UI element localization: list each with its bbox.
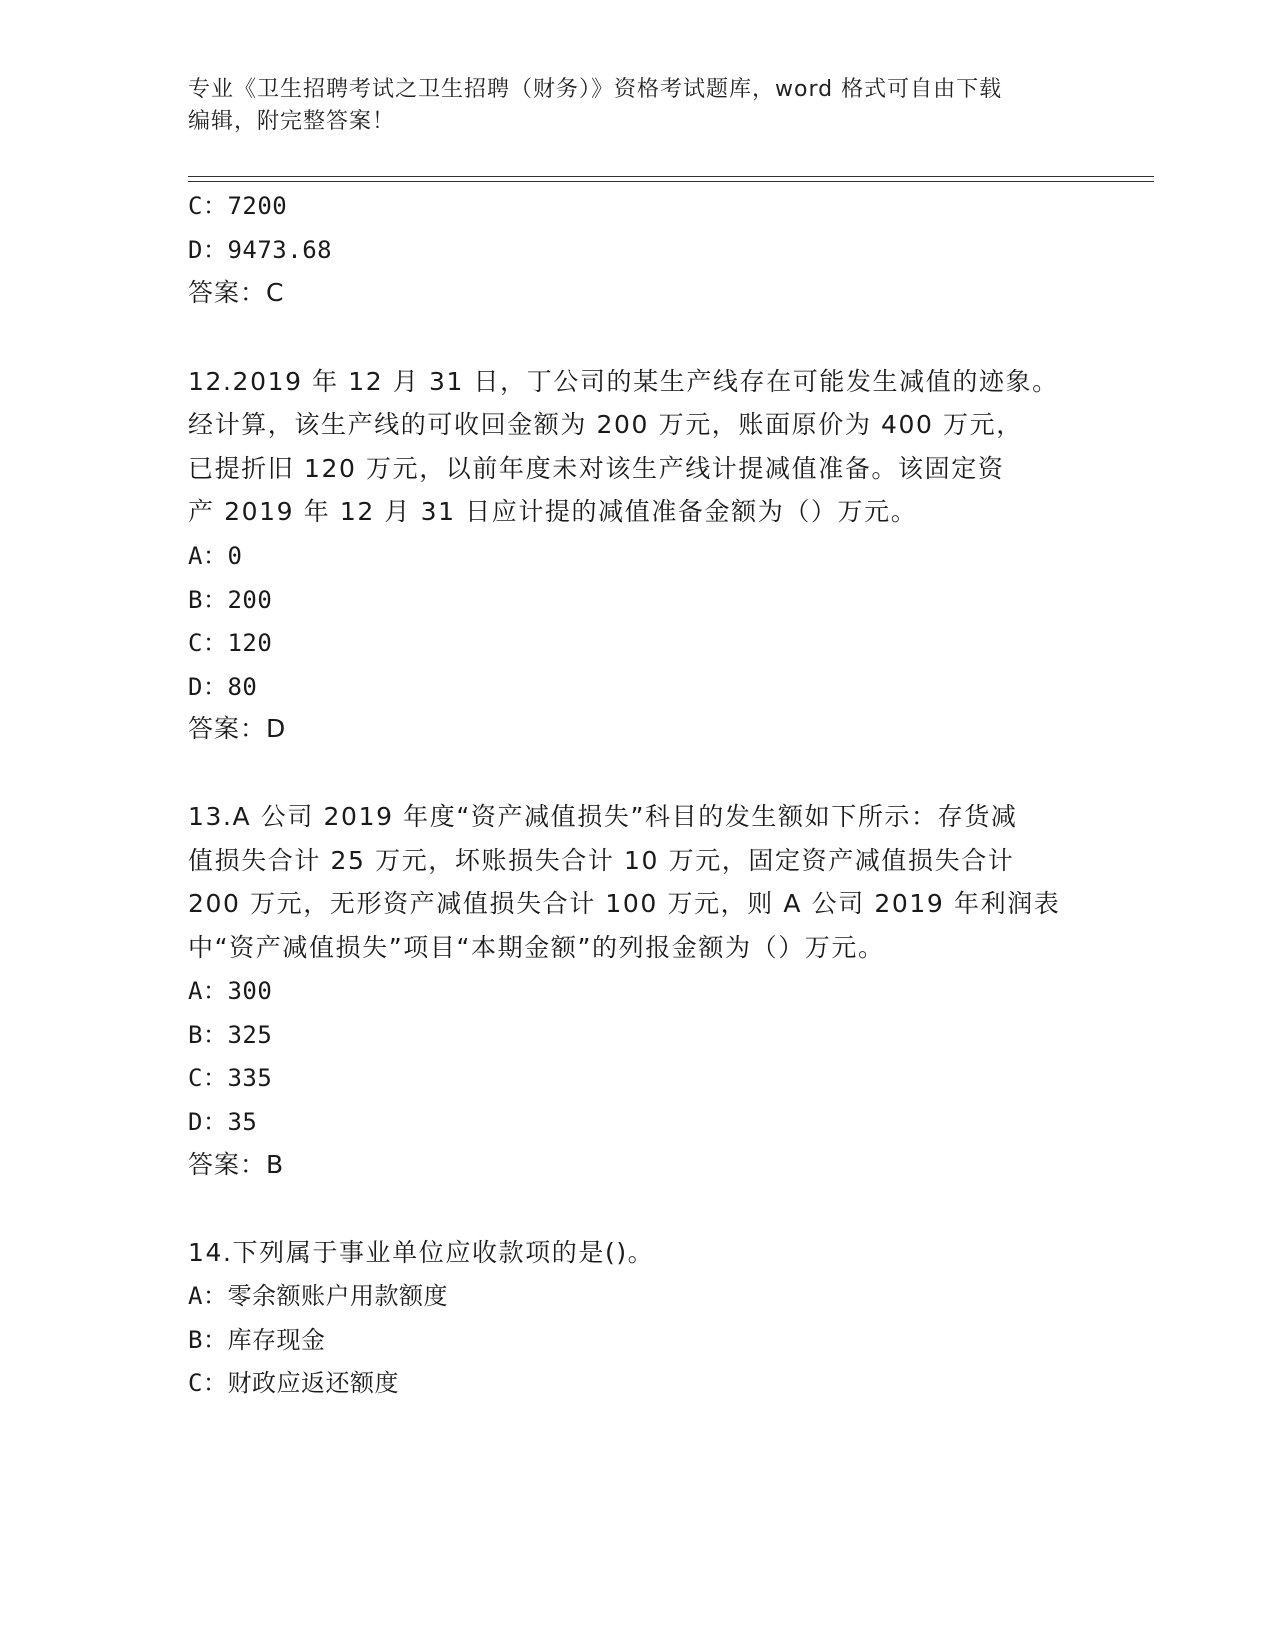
question-12-text-line-1: 12.2019 年 12 月 31 日，丁公司的某生产线存在可能发生减值的迹象。 bbox=[188, 367, 1059, 396]
answer-label: 答案：C bbox=[188, 278, 285, 307]
header-divider-top bbox=[188, 176, 1154, 177]
question-12-option-b: B：200 bbox=[188, 586, 273, 614]
question-13-option-b: B：325 bbox=[188, 1021, 273, 1049]
question-13-option-a: A：300 bbox=[188, 977, 273, 1005]
question-14-option-a: A：零余额账户用款额度 bbox=[188, 1282, 448, 1310]
question-13-answer: 答案：B bbox=[188, 1150, 285, 1179]
question-13-text-line-3: 200 万元，无形资产减值损失合计 100 万元，则 A 公司 2019 年利润表 bbox=[188, 889, 1061, 918]
question-13-option-d: D：35 bbox=[188, 1108, 258, 1136]
question-12-option-d: D：80 bbox=[188, 673, 258, 701]
question-12-option-a: A：0 bbox=[188, 542, 243, 570]
header-divider-bottom bbox=[188, 181, 1154, 182]
question-13-text-line-1: 13.A 公司 2019 年度“资产减值损失”科目的发生额如下所示：存货减 bbox=[188, 802, 1018, 831]
question-13-text-line-4: 中“资产减值损失”项目“本期金额”的列报金额为（）万元。 bbox=[188, 933, 885, 962]
question-14-option-b: B：库存现金 bbox=[188, 1326, 326, 1354]
question-12-text-line-2: 经计算，该生产线的可收回金额为 200 万元，账面原价为 400 万元， bbox=[188, 410, 1023, 439]
question-12-text-line-3: 已提折旧 120 万元，以前年度未对该生产线计提减值准备。该固定资 bbox=[188, 454, 1005, 483]
document-header bbox=[188, 74, 1088, 138]
question-12-option-c: C：120 bbox=[188, 629, 273, 657]
question-13-text-line-2: 值损失合计 25 万元，坏账损失合计 10 万元，固定资产减值损失合计 bbox=[188, 846, 1015, 875]
question-14-option-c: C：财政应返还额度 bbox=[188, 1369, 399, 1397]
question-12-answer: 答案：D bbox=[188, 714, 287, 743]
option-d: D：9473.68 bbox=[188, 236, 333, 264]
question-13-option-c: C：335 bbox=[188, 1064, 273, 1092]
header-line-1: 专业《卫生招聘考试之卫生招聘（财务）》资格考试题库，word 格式可自由下载 bbox=[188, 77, 1003, 102]
question-12-text-line-4: 产 2019 年 12 月 31 日应计提的减值准备金额为（）万元。 bbox=[188, 497, 918, 526]
question-14-text-line-1: 14.下列属于事业单位应收款项的是()。 bbox=[188, 1238, 655, 1267]
header-line-2: 编辑，附完整答案！ bbox=[188, 109, 396, 134]
option-c: C：7200 bbox=[188, 192, 288, 220]
